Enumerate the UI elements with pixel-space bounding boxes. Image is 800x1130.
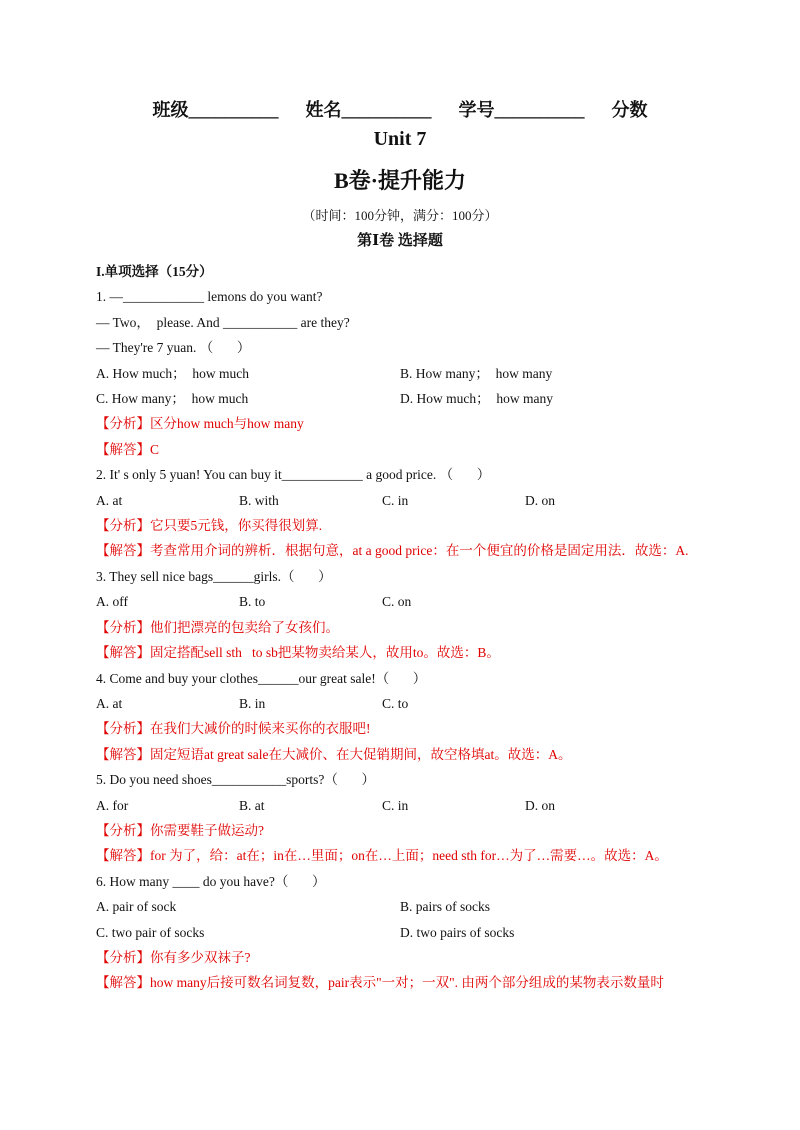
option-d: D. How much； how many (400, 391, 553, 407)
option-c: C. How many； how much (96, 391, 249, 407)
option-c: C. in (382, 492, 409, 508)
options-row (96, 793, 716, 818)
option-a: A. pair of sock (96, 899, 177, 915)
question-stem: 3. They sell nice bags______girls.（ ） (96, 568, 332, 584)
question-stem: — Two， please. And ___________ are they? (96, 314, 350, 330)
option-a: A. at (96, 492, 123, 508)
option-d: D. on (525, 492, 555, 508)
options-row (96, 361, 716, 386)
option-a: A. off (96, 594, 128, 610)
option-c: C. in (382, 797, 409, 813)
option-a: A. for (96, 797, 129, 813)
option-b: B. to (239, 594, 266, 610)
option-b: B. at (239, 797, 265, 813)
section-heading: I.单项选择（15分） (96, 264, 213, 279)
student-info-header: 班级__________ 姓名__________ 学号__________ 分数 (152, 100, 648, 120)
analysis: 【分析】它只要5元钱，你买得很划算. (96, 518, 323, 534)
option-c: C. to (382, 695, 409, 711)
analysis: 【分析】他们把漂亮的包卖给了女孩们。 (96, 619, 339, 635)
question-1 (96, 284, 716, 462)
question-stem: 5. Do you need shoes___________sports?（ ） (96, 772, 375, 788)
option-d: D. on (525, 797, 555, 813)
question-stem: 1. —____________ lemons do you want? (96, 289, 323, 305)
option-b: B. with (239, 492, 279, 508)
question-stem: — They're 7 yuan. （ ） (96, 340, 251, 356)
analysis: 【分析】你需要鞋子做运动? (96, 822, 264, 838)
analysis: 【分析】你有多少双袜子? (96, 949, 251, 965)
part-title: 第Ⅰ卷 选择题 (357, 233, 443, 249)
option-b: B. How many； how many (400, 365, 553, 381)
option-b: B. in (239, 695, 266, 711)
question-6 (96, 869, 716, 996)
options-row (96, 488, 716, 513)
options-row (96, 691, 716, 716)
answer: 【解答】固定搭配sell sth to sb把某物卖给某人，故用to。故选：B。 (96, 645, 500, 661)
option-a: A. at (96, 695, 123, 711)
option-b: B. pairs of socks (400, 899, 490, 915)
question-stem: 4. Come and buy your clothes______our great sale!（ ） (96, 670, 427, 686)
question-3 (96, 564, 716, 666)
options-row (96, 920, 716, 945)
paper-title: B卷·提升能力 (333, 168, 466, 193)
option-a: A. How much； how much (96, 365, 249, 381)
options-row (96, 589, 716, 614)
answer: 【解答】C (96, 441, 160, 457)
analysis: 【分析】在我们大减价的时候来买你的衣服吧! (96, 721, 371, 737)
option-c: C. on (382, 594, 412, 610)
answer: 【解答】for 为了，给：at在；in在…里面；on在…上面；need sth for…为了…需要…。故选：A。 (96, 848, 668, 864)
question-5 (96, 767, 716, 869)
options-row (96, 386, 716, 411)
option-d: D. two pairs of socks (400, 924, 515, 940)
analysis: 【分析】区分how much与how many (96, 416, 304, 432)
question-stem: 2. It' s only 5 yuan! You can buy it____________ a good price. （ ） (96, 467, 491, 483)
question-2 (96, 462, 716, 564)
answer: 【解答】考查常用介词的辨析．根据句意，at a good price：在一个便宜的价格是固定用法．故选：A. (96, 543, 689, 559)
options-row (96, 894, 716, 919)
question-stem: 6. How many ____ do you have?（ ） (96, 873, 326, 889)
unit-title: Unit 7 (373, 128, 427, 150)
option-c: C. two pair of socks (96, 924, 205, 940)
question-content (96, 259, 716, 996)
time-note: （时间：100分钟，满分：100分） (302, 208, 498, 223)
question-4 (96, 666, 716, 768)
answer: 【解答】固定短语at great sale在大减价、在大促销期间，故空格填at。故选：A。 (96, 746, 572, 762)
answer: 【解答】how many后接可数名词复数，pair表示"一对；一双". 由两个部分组成的某物表示数量时 (96, 975, 664, 991)
